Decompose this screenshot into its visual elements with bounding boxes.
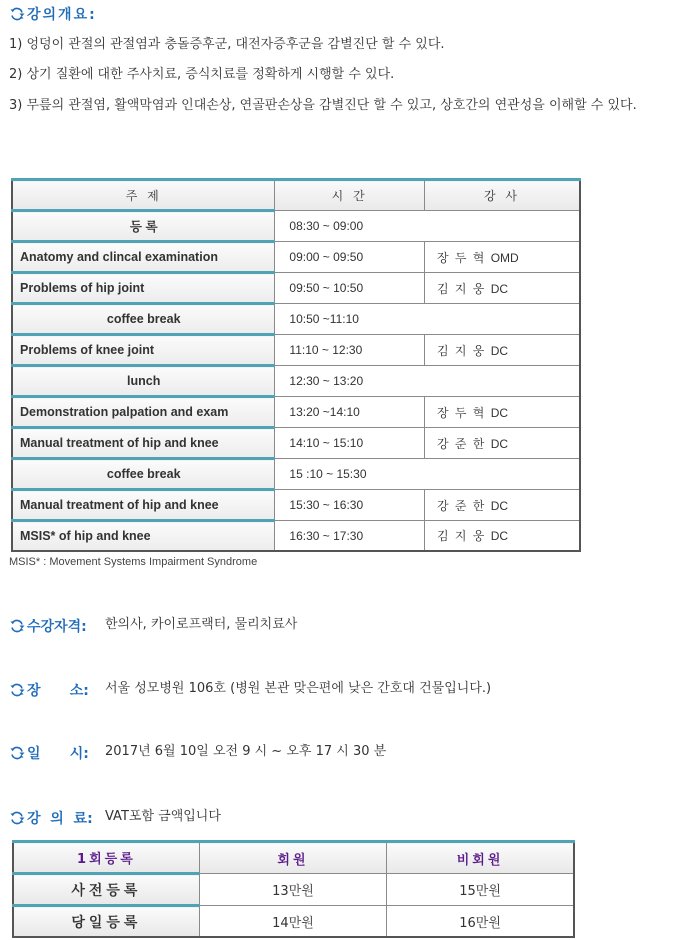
schedule-speaker: 강 준 한 DC [424,428,580,459]
schedule-time: 13:20 ~14:10 [275,397,425,428]
refresh-icon [9,745,25,761]
schedule-row [12,366,580,397]
objective-2: 2) 상기 질환에 대한 주사치료, 증식치료를 정확하게 시행할 수 있다. [9,67,395,82]
schedule-topic: Anatomy and clincal examination [12,242,275,273]
schedule-speaker: 김 지 웅 DC [424,273,580,304]
datetime-row [9,743,386,763]
schedule-topic: Manual treatment of hip and knee [12,428,275,459]
eligibility-label-text: 수강자격: [27,619,87,635]
fee-header-nonmember: 비회원 [387,842,574,874]
schedule-row [12,459,580,490]
overview-heading-text: 강의개요: [27,7,97,23]
schedule-row [12,335,580,366]
fee-row-advance [13,874,574,906]
schedule-row [12,428,580,459]
location-row [9,680,491,700]
schedule-speaker: 강 준 한 DC [424,490,580,521]
fee-nonmember-value: 16만원 [387,906,574,938]
schedule-topic: Problems of knee joint [12,335,275,366]
schedule-row [12,397,580,428]
schedule-time: 14:10 ~ 15:10 [275,428,425,459]
schedule-topic: coffee break [12,304,275,335]
refresh-icon [9,682,25,698]
fee-header-registration: 1회등록 [13,842,199,874]
schedule-row [12,490,580,521]
datetime-label-text: 일 시: [27,746,89,762]
schedule-speaker: 장 두 혁 DC [424,397,580,428]
fee-header-row [13,842,574,874]
schedule-topic: coffee break [12,459,275,490]
schedule-topic: lunch [12,366,275,397]
fee-label [9,808,105,828]
eligibility-value: 한의사, 카이로프랙터, 물리치료사 [105,617,298,632]
location-label [9,680,105,700]
fee-table [12,840,575,938]
schedule-topic: Demonstration palpation and exam [12,397,275,428]
schedule-speaker: 김 지 웅 DC [424,335,580,366]
schedule-time: 15 :10 ~ 15:30 [275,459,580,490]
location-value: 서울 성모병원 106호 (병원 본관 맞은편에 낮은 간호대 건물입니다.) [105,681,492,696]
objective-1: 1) 엉덩이 관절의 관절염과 충돌증후군, 대전자증후군을 감별진단 할 수 있다. [9,37,445,52]
msis-footnote: MSIS* : Movement Systems Impairment Syndrome [9,556,258,568]
schedule-speaker: 김 지 웅 DC [424,521,580,552]
schedule-topic: 등 록 [12,211,275,242]
fee-row [9,808,221,828]
schedule-row [12,242,580,273]
schedule-time: 11:10 ~ 12:30 [275,335,425,366]
schedule-time: 16:30 ~ 17:30 [275,521,425,552]
schedule-time: 09:50 ~ 10:50 [275,273,425,304]
schedule-time: 09:00 ~ 09:50 [275,242,425,273]
refresh-icon [9,618,25,634]
fee-row-label: 당일등록 [13,906,199,938]
schedule-row [12,211,580,242]
refresh-icon [9,6,25,22]
objective-3: 3) 무릎의 관절염, 활액막염과 인대손상, 연골판손상을 감별진단 할 수 있고, 상호간의 연관성을 이해할 수 있다. [9,98,637,113]
datetime-label [9,743,105,763]
schedule-topic: Manual treatment of hip and knee [12,490,275,521]
schedule-topic: Problems of hip joint [12,273,275,304]
schedule-row [12,521,580,552]
header-speaker: 강 사 [424,180,580,211]
schedule-row [12,304,580,335]
fee-member-value: 13만원 [199,874,386,906]
fee-header-member: 회원 [199,842,386,874]
fee-member-value: 14만원 [199,906,386,938]
location-label-text: 장 소: [27,683,89,699]
schedule-table [11,178,581,552]
header-topic: 주 제 [12,180,275,211]
header-time: 시 간 [275,180,425,211]
schedule-topic: MSIS* of hip and knee [12,521,275,552]
schedule-speaker: 장 두 혁 OMD [424,242,580,273]
schedule-time: 15:30 ~ 16:30 [275,490,425,521]
refresh-icon [9,810,25,826]
fee-label-text: 강 의 료: [27,811,93,827]
schedule-row [12,273,580,304]
schedule-time: 08:30 ~ 09:00 [275,211,580,242]
eligibility-row [9,616,297,636]
overview-heading [9,4,97,24]
fee-value: VAT포함 금액입니다 [105,809,221,824]
fee-row-onsite [13,906,574,938]
fee-nonmember-value: 15만원 [387,874,574,906]
fee-row-label: 사전등록 [13,874,199,906]
eligibility-label [9,616,105,636]
schedule-time: 10:50 ~11:10 [275,304,580,335]
schedule-header-row [12,180,580,211]
schedule-time: 12:30 ~ 13:20 [275,366,580,397]
datetime-value: 2017년 6월 10일 오전 9 시 ~ 오후 17 시 30 분 [105,744,387,759]
